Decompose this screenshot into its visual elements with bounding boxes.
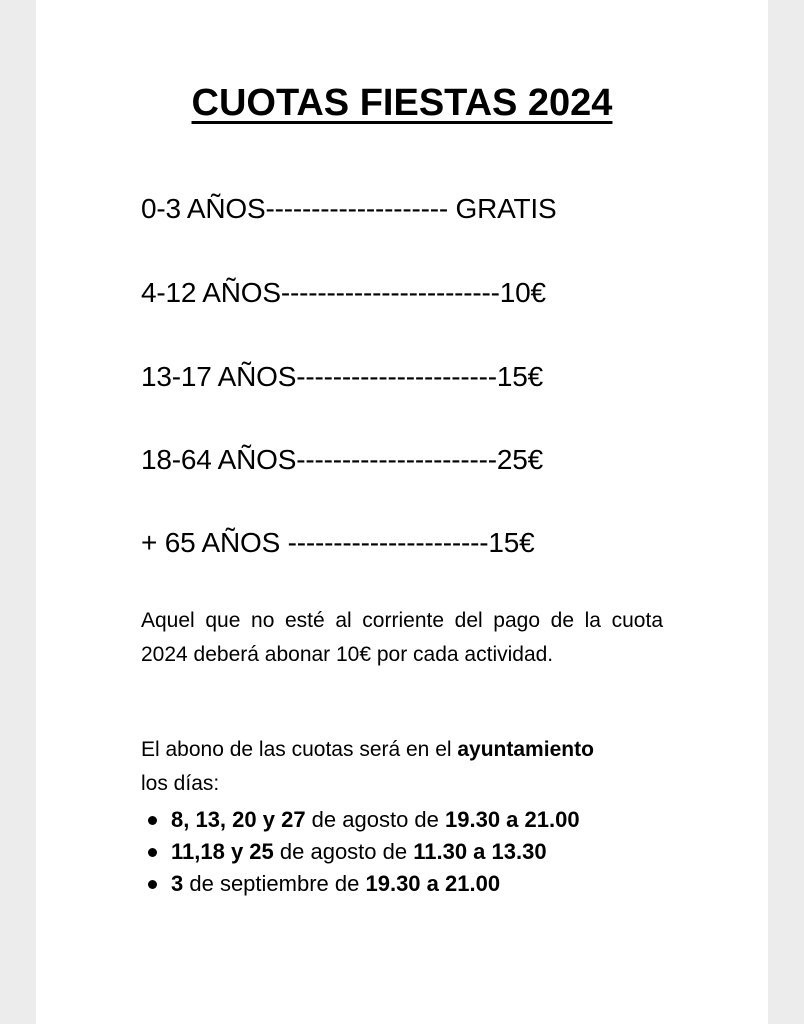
payment-place: ayuntamiento: [457, 738, 594, 761]
fee-row-0-3: 0-3 AÑOS-------------------- GRATIS: [141, 193, 557, 224]
bullet-icon: [148, 848, 157, 857]
fee-row-65-plus: + 65 AÑOS ----------------------15€: [141, 527, 535, 558]
schedule-hours: 11.30 a 13.30: [413, 839, 547, 864]
schedule-item: [141, 836, 580, 868]
schedule-month: de agosto de: [273, 839, 414, 864]
page-title-text: CUOTAS FIESTAS 2024: [191, 82, 613, 124]
schedule-hours: 19.30 a 21.00: [365, 871, 501, 896]
schedule-month: de agosto de: [305, 807, 446, 832]
schedule-dates: 11,18 y 25: [171, 839, 274, 864]
schedule-item: [141, 804, 580, 836]
schedule-dates: 3: [171, 871, 184, 896]
schedule-item: [141, 868, 580, 900]
page-title: [36, 80, 768, 126]
payment-intro: [141, 733, 663, 801]
schedule-hours: 19.30 a 21.00: [445, 807, 580, 832]
payment-intro-end: los días:: [141, 772, 220, 795]
schedule-list: [141, 804, 580, 900]
bullet-icon: [148, 880, 157, 889]
bullet-icon: [148, 816, 157, 825]
schedule-month: de septiembre de: [183, 871, 366, 896]
late-payment-notice: Aquel que no esté al corriente del pago de la cuota 2024 deberá abonar 10€ por cada actividad.: [141, 609, 663, 666]
document-page: [36, 0, 768, 1024]
fee-row-13-17: 13-17 AÑOS----------------------15€: [141, 361, 544, 392]
schedule-dates: 8, 13, 20 y 27: [171, 807, 306, 832]
payment-intro-start: El abono de las cuotas será en el: [141, 738, 458, 761]
fee-row-4-12: 4-12 AÑOS------------------------10€: [141, 277, 546, 308]
fee-row-18-64: 18-64 AÑOS----------------------25€: [141, 444, 544, 475]
